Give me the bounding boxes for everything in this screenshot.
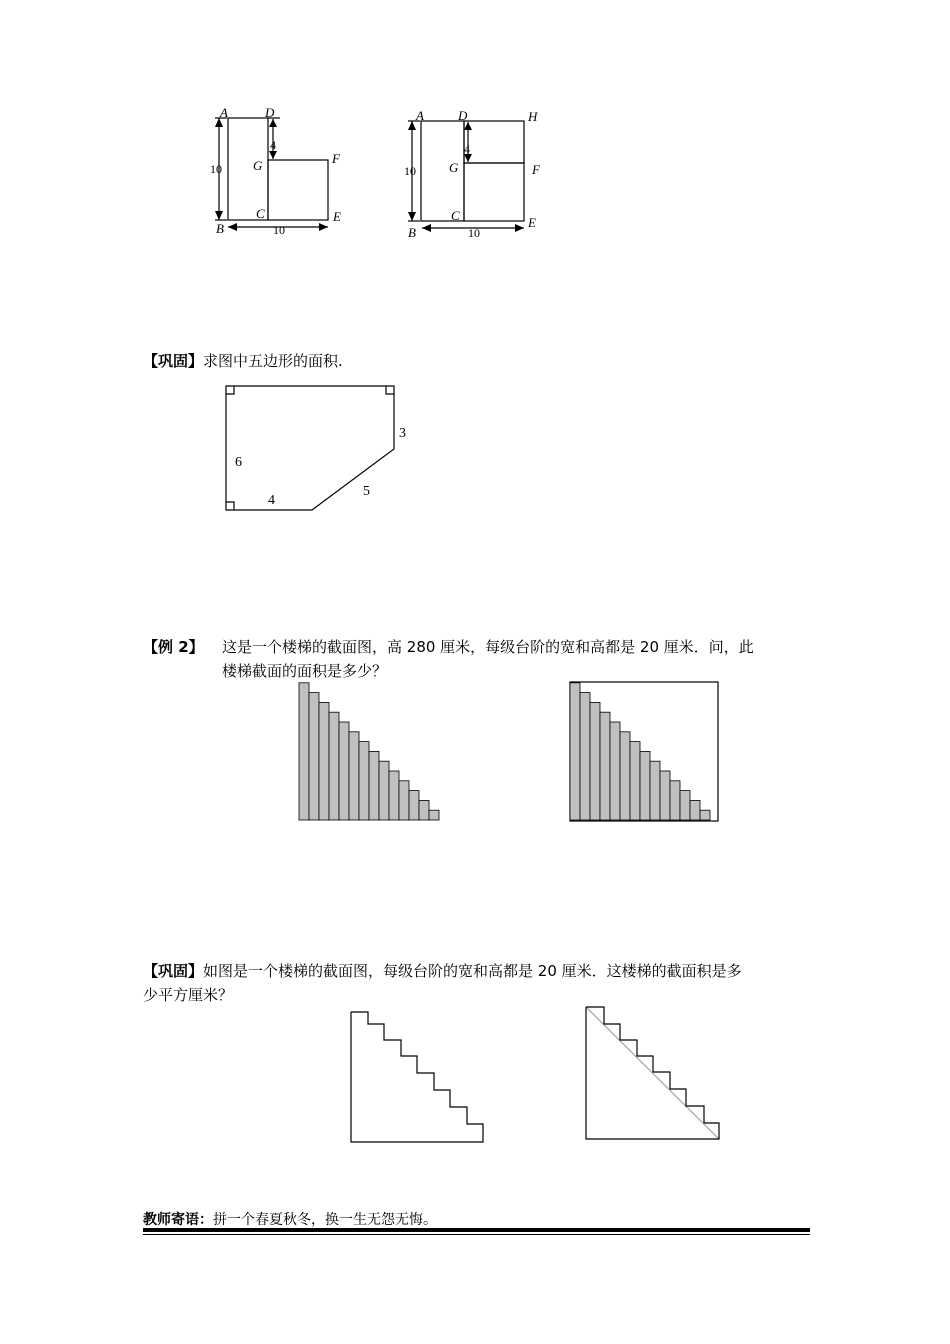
- stair-column: [620, 732, 630, 820]
- figure-rect-right: [398, 105, 553, 240]
- label-height: 10: [210, 162, 222, 176]
- example2-block: [143, 635, 813, 683]
- footer-text: 拼一个春夏秋冬，换一生无怨无悔。: [213, 1212, 437, 1228]
- stair-column: [630, 742, 640, 820]
- stair-column: [349, 732, 359, 820]
- stair-column: [690, 800, 700, 820]
- stair-column: [429, 810, 439, 820]
- label-E: E: [333, 209, 341, 224]
- stair-column: [379, 761, 389, 820]
- label-width: 10: [468, 226, 480, 240]
- label-E: E: [528, 215, 536, 230]
- label-D: D: [458, 108, 468, 123]
- stair-column: [359, 742, 369, 820]
- stair-column: [650, 761, 660, 820]
- stair-column: [660, 771, 670, 820]
- figure-rect-left: [205, 105, 355, 240]
- stair-column: [600, 712, 610, 820]
- stair-column: [570, 683, 580, 820]
- stair-column: [329, 712, 339, 820]
- stair-column: [670, 781, 680, 820]
- example2-line2: 楼梯截面的面积是多少？: [222, 662, 388, 680]
- gonggu2-tag: 【巩固】: [143, 962, 204, 980]
- gonggu1-tag: 【巩固】: [143, 352, 204, 370]
- label-D: D: [265, 105, 275, 120]
- gonggu2-line2: 少平方厘米？: [143, 986, 234, 1004]
- stair-column: [299, 683, 309, 820]
- stair-column: [610, 722, 620, 820]
- label-gap: 4: [270, 138, 276, 152]
- stair-column: [580, 693, 590, 820]
- stair-column: [590, 702, 600, 820]
- label-C: C: [451, 208, 460, 223]
- example2-line1: 这是一个楼梯的截面图，高 280 厘米，每级台阶的宽和高都是 20 厘米．问，此: [222, 638, 754, 656]
- footer-line: [143, 1209, 437, 1229]
- stair-column: [399, 781, 409, 820]
- pentagon-label-left: 6: [235, 455, 242, 470]
- stair-outline-right: [580, 1003, 726, 1145]
- pentagon-figure: [220, 380, 420, 520]
- label-B: B: [216, 221, 224, 236]
- gonggu1-text: 求图中五边形的面积.: [203, 352, 343, 370]
- stair-column: [369, 751, 379, 820]
- label-height: 10: [404, 164, 416, 178]
- label-G: G: [449, 160, 459, 175]
- footer-rule-thick: [143, 1228, 810, 1232]
- label-H: H: [528, 109, 538, 124]
- stair-column: [680, 791, 690, 820]
- stair-column: [409, 791, 419, 820]
- label-gap: 4: [464, 142, 470, 156]
- label-F: F: [332, 151, 340, 166]
- label-G: G: [253, 158, 263, 173]
- pentagon-label-slant: 5: [363, 484, 370, 499]
- gonggu2-block: [143, 959, 813, 1007]
- stair-figure-left: [296, 680, 442, 824]
- stair-column: [339, 722, 349, 820]
- label-F: F: [532, 162, 540, 177]
- label-A: A: [220, 105, 228, 120]
- label-A: A: [416, 108, 424, 123]
- stair-column: [700, 810, 710, 820]
- stair-figure-right: [567, 680, 721, 824]
- stair-column: [309, 693, 319, 820]
- gonggu1-line: [143, 349, 343, 373]
- stair-column: [389, 771, 399, 820]
- footer-label: 教师寄语：: [143, 1212, 213, 1228]
- footer-rule-thin: [143, 1234, 810, 1235]
- stair-column: [419, 800, 429, 820]
- stair-outline-left: [346, 1008, 488, 1146]
- example2-tag: 【例 2】: [143, 638, 204, 656]
- gonggu2-line1: 如图是一个楼梯的截面图，每级台阶的宽和高都是 20 厘米．这楼梯的截面积是多: [203, 962, 742, 980]
- pentagon-label-bottom: 4: [268, 493, 275, 508]
- pentagon-label-right: 3: [399, 426, 406, 441]
- label-C: C: [256, 206, 265, 221]
- label-B: B: [408, 225, 416, 240]
- stair-column: [640, 751, 650, 820]
- label-width: 10: [273, 223, 285, 237]
- stair-column: [319, 702, 329, 820]
